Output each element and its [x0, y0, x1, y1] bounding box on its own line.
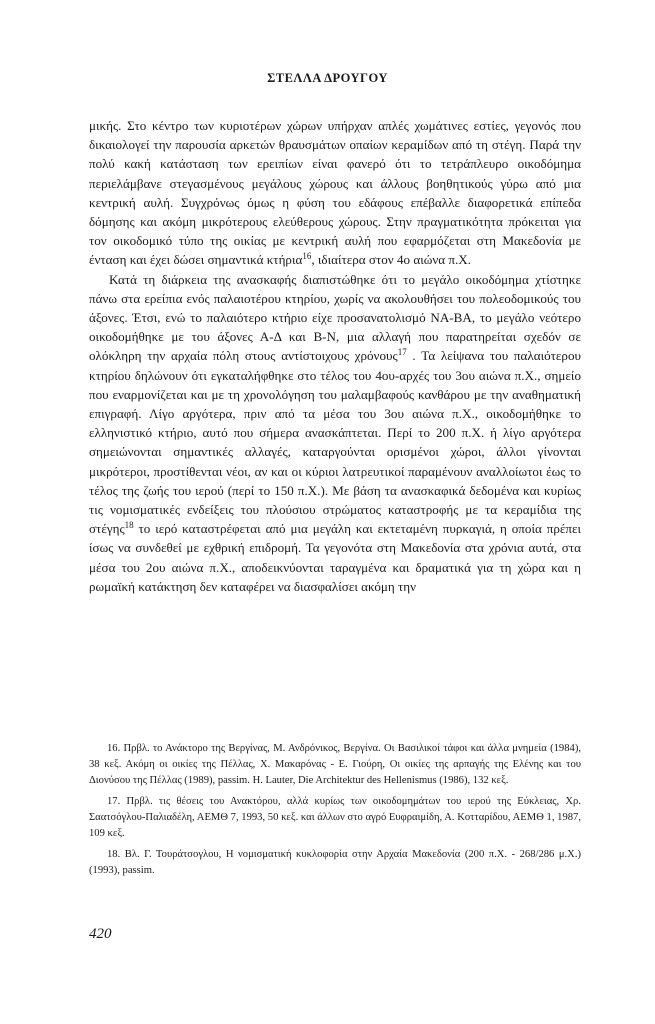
- running-head-author: ΣΤΕΛΛΑ ΔΡΟΥΓΟΥ: [267, 71, 388, 85]
- page-number: 420: [89, 926, 112, 942]
- paragraph-1: [89, 116, 581, 270]
- footnote-16: 16. Πρβλ. το Ανάκτορο της Βεργίνας, Μ. Ανδρόνικος, Βεργίνα. Οι Βασιλικοί τάφοι και άλλα μνημεία (1984), 38 κεξ. Ακόμη οι οικίες της Πέλλας, Χ. Μακαρόνας - Ε. Γιούρη, Οι οικίες της αρπαγής της Ελένης και του Διονύσου της Πέλλας (1989), passim. H. Lauter, Die Architektur des Hellenismus (1986), 132 κεξ.: [89, 743, 581, 786]
- footnote-ref-16[interactable]: 16: [302, 251, 312, 262]
- paragraph-1-text-b: , ιδιαίτερα στον 4ο αιώνα π.Χ.: [311, 252, 472, 268]
- footnote-18: 18. Βλ. Γ. Τουράτσογλου, Η νομισματική κυκλοφορία στην Αρχαία Μακεδονία (200 π.Χ. - 268/286 μ.Χ.) (1993), passim.: [89, 849, 581, 876]
- paragraph-2-text-b: . Τα λείψανα του παλαιότερου κτηρίου δηλώνουν ότι εγκαταλήφθηκε στο τέλος του 4ου-αρχές του 3ου αιώνα π.Χ., σημείο που εναρμονίζεται και με τη χρονολόγηση του μαλαμβαφούς κανθάρου με την αναθηματική επιγραφή. Λίγο αργότερα, πριν από τα μέσα του 3ου αιώνα π.Χ., οικοδομήθηκε το ελληνιστικό κτήριο, αυτό που σήμερα ανασκάπτεται. Περί το 200 π.Χ. ή λίγο αργότερα σημειώνονται σημαντικές αλλαγές, καταργούνται ορισμένοι χώροι, άλλοι γίνονται μικρότεροι, προστίθενται νέοι, αν και οι κύριοι λατρευτικοί παραμένουν αναλλοίωτοι έως το τέλος της ζωής του ιερού (περί το 150 π.Χ.). Με βάση τα ανασκαφικά δεδομένα και κυρίως τις νομισματικές ενδείξεις του πλούσιου στρώματος καταστροφής με τα κεραμίδια της στέγης: [89, 348, 581, 537]
- footnote-ref-17[interactable]: 17: [397, 347, 407, 358]
- footnote-17: 17. Πρβλ. τις θέσεις του Ανακτόρου, αλλά κυρίως των οικοδομημάτων του ιερού της Εύκλειας, Χρ. Σαατσόγλου-Παλιαδέλη, ΑΕΜΘ 7, 1993, 50 κεξ. και άλλων στο αγρό Ευφραιμίδη, Α. Κοτταρίδου, ΑΕΜΘ 1, 1987, 109 κεξ.: [89, 796, 581, 839]
- footnote-ref-18[interactable]: 18: [124, 520, 134, 531]
- paragraph-2-text-a: Κατά τη διάρκεια της ανασκαφής διαπιστώθηκε ότι το μεγάλο οικοδόμημα χτίστηκε πάνω στα ερείπια ενός παλαιοτέρου κτηρίου, χωρίς να ακολουθήσει του πολεοδομικούς του άξονες. Έτσι, ενώ το παλαιότερο κτήριο είχε προσανατολισμό ΝΑ-ΒΑ, το μεγάλο νεότερο οικοδομήθηκε με του άξονες Α-Δ και Β-Ν, μια αλλαγή που παρατηρείται σχεδόν σε ολόκληρη την αρχαία πόλη στους αντίστοιχους χρόνους: [89, 271, 581, 364]
- main-text: [89, 116, 581, 596]
- paragraph-2: [89, 270, 581, 596]
- paragraph-2-text-c: το ιερό καταστρέφεται από μια μεγάλη και εκτεταμένη πυρκαγιά, η οποία πρέπει ίσως να συνδεθεί με εχθρική επιδρομή. Τα γεγονότα στη Μακεδονία στα χρόνια αυτά, στα μέσα του 2ου αιώνα π.Χ., αποδεικνύονται ταραγμένα και δραματικά για τη χώρα και η ρωμαϊκή κατάκτηση δεν καταφέρει να διασφαλίσει ακόμη την: [89, 521, 581, 594]
- paragraph-1-text-a: μικής. Στο κέντρο των κυριοτέρων χώρων υπήρχαν απλές χωμάτινες εστίες, γεγονός που δικαιολογεί την παρουσία αρκετών θραυσμάτων οπαίων κεραμίδων από τη στέγη. Παρά την πολύ κακή κατάσταση των ερειπίων είναι φανερό ότι το τετράπλευρο οικοδόμημα περιελάμβανε στεγασμένους μεγάλους χώρους και άλλους βοηθητικούς γύρω από μια κεντρική αυλή. Συγχρόνως όμως η φύση του εδάφους επέβαλλε διαφορετικά επίπεδα δόμησης και ακόμη μικρότερους ελεύθερους χώρους. Στην πραγματικότητα πρόκειται για τον οικοδομικό τύπο της οικίας με κεντρική αυλή που εφαρμόζεται στη Μακεδονία με ένταση και έχει δώσει σημαντικά κτήρια: [89, 118, 581, 268]
- footnotes: [89, 741, 581, 884]
